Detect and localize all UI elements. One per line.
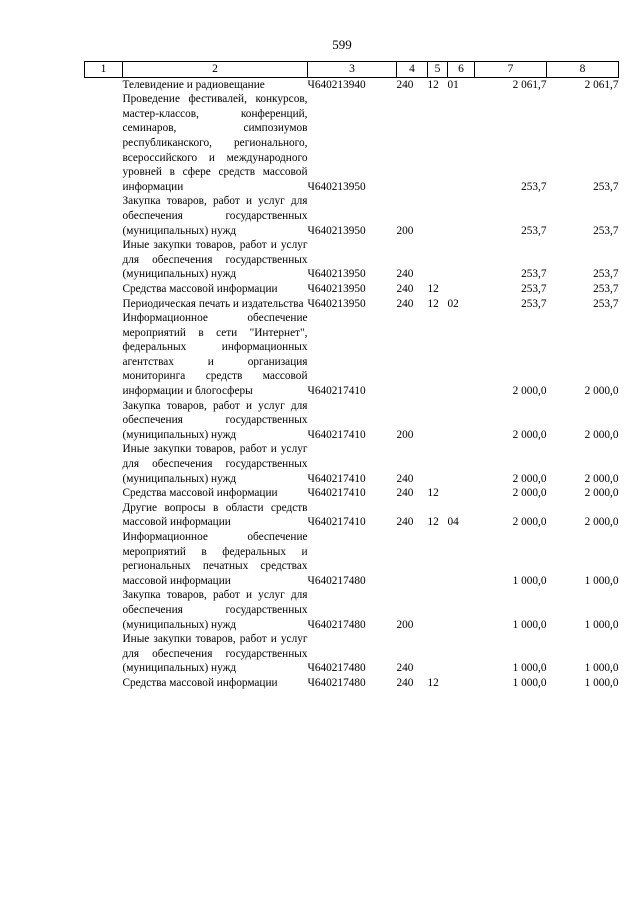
section-code (428, 632, 448, 676)
section-code (428, 238, 448, 282)
amount-col8: 253,7 (593, 282, 619, 295)
row-index-cell (85, 282, 123, 297)
expense-type: 240 (396, 78, 414, 91)
amount-col7: 2 000,0 (512, 487, 547, 500)
expense-type (397, 530, 428, 588)
amount-col8: 1 000,0 (584, 662, 619, 675)
amount-col8: 253,7 (593, 268, 619, 281)
subsection-code: 01 (447, 78, 459, 91)
row-index-cell (85, 442, 123, 486)
amount-col8: 253,7 (593, 224, 619, 237)
column-header-3: 3 (308, 62, 397, 78)
amount-col7: 2 061,7 (512, 78, 547, 91)
expense-type: 200 (396, 224, 414, 237)
amount-col8: 253,7 (593, 180, 619, 193)
amount-col8: 2 000,0 (584, 385, 619, 398)
subsection-code: 04 (447, 516, 459, 529)
subsection-code (448, 238, 475, 282)
column-header-5: 5 (428, 62, 448, 78)
column-header-1: 1 (85, 62, 123, 78)
amount-col7: 2 000,0 (512, 472, 547, 485)
target-code: Ч640213940 (307, 78, 366, 91)
expense-type: 240 (396, 297, 414, 310)
subsection-code: 02 (447, 297, 459, 310)
item-name: Средства массовой информации (122, 676, 278, 689)
table-row (85, 77, 619, 92)
column-header-7: 7 (475, 62, 547, 78)
item-name: Другие вопросы в области средств массовой информации (122, 501, 308, 529)
section-code (428, 311, 448, 399)
item-name: Информационное обеспечение мероприятий в сети "Интернет", федеральных информационных агентствах и организация мониторинга средств массовой информации и блогосферы (122, 312, 308, 398)
table-row (85, 486, 619, 501)
item-name: Закупка товаров, работ и услуг для обеспечения государственных (муниципальных) нужд (122, 589, 308, 631)
target-code: Ч640217480 (307, 618, 366, 631)
section-code: 12 (427, 516, 439, 529)
row-index-cell (85, 92, 123, 194)
subsection-code (448, 311, 475, 399)
table-row (85, 399, 619, 443)
header-row (85, 62, 619, 78)
table-row (85, 238, 619, 282)
item-name: Периодическая печать и издательства (122, 297, 304, 310)
amount-col7: 2 000,0 (512, 428, 547, 441)
table-row (85, 676, 619, 691)
item-name: Иные закупки товаров, работ и услуг для обеспечения государственных (муниципальных) нужд (122, 443, 308, 485)
target-code: Ч640217410 (307, 516, 366, 529)
expense-type: 240 (396, 516, 414, 529)
row-index-cell (85, 194, 123, 238)
row-index-cell (85, 399, 123, 443)
subsection-code (448, 588, 475, 632)
amount-col7: 253,7 (521, 180, 547, 193)
amount-col8: 2 000,0 (584, 472, 619, 485)
expense-type: 240 (396, 472, 414, 485)
amount-col7: 253,7 (521, 224, 547, 237)
column-header-4: 4 (397, 62, 428, 78)
table-row (85, 297, 619, 312)
section-code (428, 442, 448, 486)
section-code (428, 588, 448, 632)
row-index-cell (85, 77, 123, 92)
budget-table (84, 61, 619, 691)
subsection-code (448, 194, 475, 238)
amount-col7: 2 000,0 (512, 385, 547, 398)
section-code: 12 (427, 78, 439, 91)
target-code: Ч640213950 (307, 282, 366, 295)
row-index-cell (85, 632, 123, 676)
amount-col7: 253,7 (521, 268, 547, 281)
amount-col8: 1 000,0 (584, 676, 619, 689)
section-code: 12 (427, 297, 439, 310)
expense-type: 240 (396, 268, 414, 281)
amount-col8: 2 000,0 (584, 487, 619, 500)
expense-type: 240 (396, 662, 414, 675)
target-code: Ч640217410 (307, 472, 366, 485)
row-index-cell (85, 486, 123, 501)
amount-col8: 2 061,7 (584, 78, 619, 91)
target-code: Ч640213950 (307, 224, 366, 237)
subsection-code (448, 486, 475, 501)
item-name: Иные закупки товаров, работ и услуг для обеспечения государственных (муниципальных) нужд (122, 239, 308, 281)
amount-col7: 1 000,0 (512, 662, 547, 675)
item-name: Информационное обеспечение мероприятий в федеральных и региональных печатных средствах массовой информации (122, 531, 308, 587)
amount-col8: 2 000,0 (584, 428, 619, 441)
section-code (428, 92, 448, 194)
target-code: Ч640217410 (307, 428, 366, 441)
amount-col7: 253,7 (521, 297, 547, 310)
subsection-code (448, 399, 475, 443)
subsection-code (448, 282, 475, 297)
subsection-code (448, 530, 475, 588)
amount-col7: 1 000,0 (512, 676, 547, 689)
expense-type: 240 (396, 282, 414, 295)
amount-col7: 1 000,0 (512, 574, 547, 587)
row-index-cell (85, 238, 123, 282)
table-row (85, 501, 619, 530)
item-name: Проведение фестивалей, конкурсов, мастер-классов, конференций, семинаров, симпозиумов республиканского, регионального, всероссийского и международного уровней в сфере средств массовой информации (122, 93, 308, 193)
section-code (428, 530, 448, 588)
item-name: Закупка товаров, работ и услуг для обеспечения государственных (муниципальных) нужд (122, 399, 308, 441)
table-row (85, 588, 619, 632)
subsection-code (448, 632, 475, 676)
column-header-2: 2 (123, 62, 308, 78)
expense-type (397, 311, 428, 399)
item-name: Закупка товаров, работ и услуг для обеспечения государственных (муниципальных) нужд (122, 195, 308, 237)
expense-type (397, 92, 428, 194)
subsection-code (448, 676, 475, 691)
target-code: Ч640213950 (307, 180, 366, 193)
table-row (85, 194, 619, 238)
row-index-cell (85, 311, 123, 399)
section-code (428, 399, 448, 443)
amount-col8: 253,7 (593, 297, 619, 310)
target-code: Ч640217410 (307, 487, 366, 500)
expense-type: 200 (396, 428, 414, 441)
row-index-cell (85, 588, 123, 632)
row-index-cell (85, 676, 123, 691)
amount-col7: 2 000,0 (512, 516, 547, 529)
column-header-8: 8 (547, 62, 619, 78)
section-code: 12 (427, 487, 439, 500)
expense-type: 200 (396, 618, 414, 631)
table-row (85, 282, 619, 297)
target-code: Ч640217480 (307, 574, 366, 587)
item-name: Средства массовой информации (122, 487, 278, 500)
target-code: Ч640217480 (307, 676, 366, 689)
section-code: 12 (427, 282, 439, 295)
page-number: 599 (332, 37, 352, 52)
row-index-cell (85, 530, 123, 588)
subsection-code (448, 442, 475, 486)
target-code: Ч640213950 (307, 268, 366, 281)
item-name: Средства массовой информации (122, 282, 278, 295)
table-row (85, 92, 619, 194)
item-name: Телевидение и радиовещание (122, 78, 265, 91)
amount-col7: 253,7 (521, 282, 547, 295)
table-row (85, 632, 619, 676)
table-row (85, 311, 619, 399)
table-row (85, 442, 619, 486)
column-header-6: 6 (448, 62, 475, 78)
row-index-cell (85, 297, 123, 312)
amount-col8: 1 000,0 (584, 574, 619, 587)
row-index-cell (85, 501, 123, 530)
expense-type: 240 (396, 676, 414, 689)
table-row (85, 530, 619, 588)
amount-col7: 1 000,0 (512, 618, 547, 631)
target-code: Ч640217480 (307, 662, 366, 675)
section-code: 12 (427, 676, 439, 689)
subsection-code (448, 92, 475, 194)
expense-type: 240 (396, 487, 414, 500)
amount-col8: 2 000,0 (584, 516, 619, 529)
item-name: Иные закупки товаров, работ и услуг для обеспечения государственных (муниципальных) нужд (122, 633, 308, 675)
amount-col8: 1 000,0 (584, 618, 619, 631)
section-code (428, 194, 448, 238)
target-code: Ч640217410 (307, 385, 366, 398)
target-code: Ч640213950 (307, 297, 366, 310)
